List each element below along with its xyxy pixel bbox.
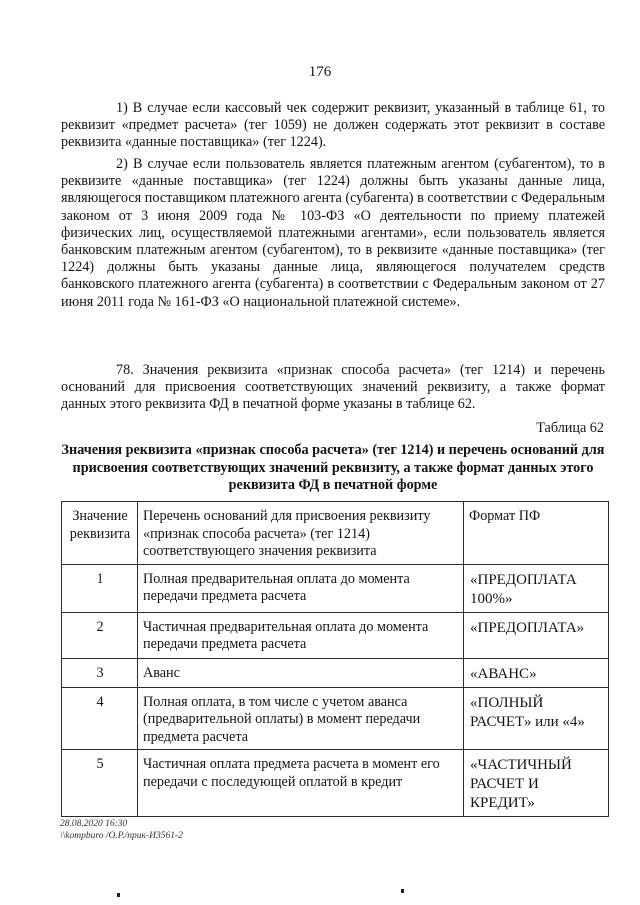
- header-value: Значение реквизита: [62, 502, 138, 565]
- footer-stamp: [60, 818, 183, 842]
- paragraph-item-1: [61, 100, 605, 152]
- header-format: Формат ПФ: [464, 502, 609, 565]
- table-row: [62, 564, 609, 612]
- cell-value: 5: [62, 750, 138, 817]
- cell-format: «ПРЕДОПЛАТА»: [464, 612, 609, 658]
- table-row: [62, 612, 609, 658]
- cell-format: «ПОЛНЫЙ РАСЧЕТ» или «4»: [464, 687, 609, 750]
- paragraph-item-2-text: 2) В случае если пользователь является платежным агентом (субагентом), то в реквизите «данные поставщика» (тег 1224) должны быть указаны данные лица, являющегося поставщиком платежного агента (субагента) в соответствии с Федеральным законом от 3 июня 2009 года № 103-ФЗ «О деятельности по приему платежей физических лиц, осуществляемой платежными агентами», если пользователь является банковским платежным агентом (субагентом), то в реквизите «данные поставщика» (тег 1224) должны быть указаны данные лица, являющегося получателем средств банковского платежного агента (субагента) в соответствии с Федеральным законом от 27 июня 2011 года № 161-ФЗ «О национальной платежной системе».: [61, 156, 605, 310]
- footer-path: \\kompburo /O.P./npuк-И3561-2: [60, 831, 183, 841]
- scan-mark: [401, 889, 404, 893]
- cell-format: «ЧАСТИЧНЫЙ РАСЧЕТ И КРЕДИТ»: [464, 750, 609, 817]
- paragraph-item-1-text: 1) В случае если кассовый чек содержит реквизит, указанный в таблице 61, то реквизит «предмет расчета» (тег 1059) не должен содержать этот реквизит в составе реквизита «данные поставщика» (тег 1224).: [61, 100, 605, 151]
- footer-date: 28.08.2020 16:30: [60, 819, 128, 829]
- paragraph-78: [61, 362, 605, 414]
- cell-basis: Частичная оплата предмета расчета в момент его передачи с последующей оплатой в кредит: [138, 750, 464, 817]
- table-row: [62, 750, 609, 817]
- table-row: [62, 658, 609, 687]
- scan-mark: [117, 893, 120, 897]
- cell-basis: Частичная предварительная оплата до момента передачи предмета расчета: [138, 612, 464, 658]
- cell-format: «ПРЕДОПЛАТА 100%»: [464, 564, 609, 612]
- paragraph-item-2: [61, 156, 605, 311]
- page-number: 176: [308, 64, 332, 80]
- cell-basis: Полная предварительная оплата до момента передачи предмета расчета: [138, 564, 464, 612]
- cell-value: 1: [62, 564, 138, 612]
- cell-value: 3: [62, 658, 138, 687]
- paragraph-78-text: 78. Значения реквизита «признак способа расчета» (тег 1214) и перечень оснований для присвоения соответствующих значений реквизиту, а также формат данных этого реквизита ФД в печатной форме указаны в таблице 62.: [61, 362, 605, 413]
- cell-format: «АВАНС»: [464, 658, 609, 687]
- cell-value: 4: [62, 687, 138, 750]
- cell-value: 2: [62, 612, 138, 658]
- table-label: Таблица 62: [536, 420, 604, 436]
- header-basis: Перечень оснований для присвоения реквизиту «признак способа расчета» (тег 1214) соответствующего значения реквизита: [138, 502, 464, 565]
- table-row: [62, 687, 609, 750]
- table-title: Значения реквизита «признак способа расчета» (тег 1214) и перечень оснований для присвоения соответствующих значений реквизиту, а также формат данных этого реквизита ФД в печатной форме: [61, 442, 605, 493]
- payment-method-table: [61, 501, 609, 817]
- cell-basis: Полная оплата, в том числе с учетом аванса (предварительной оплаты) в момент передачи предмета расчета: [138, 687, 464, 750]
- table-header-row: [62, 502, 609, 565]
- cell-basis: Аванс: [138, 658, 464, 687]
